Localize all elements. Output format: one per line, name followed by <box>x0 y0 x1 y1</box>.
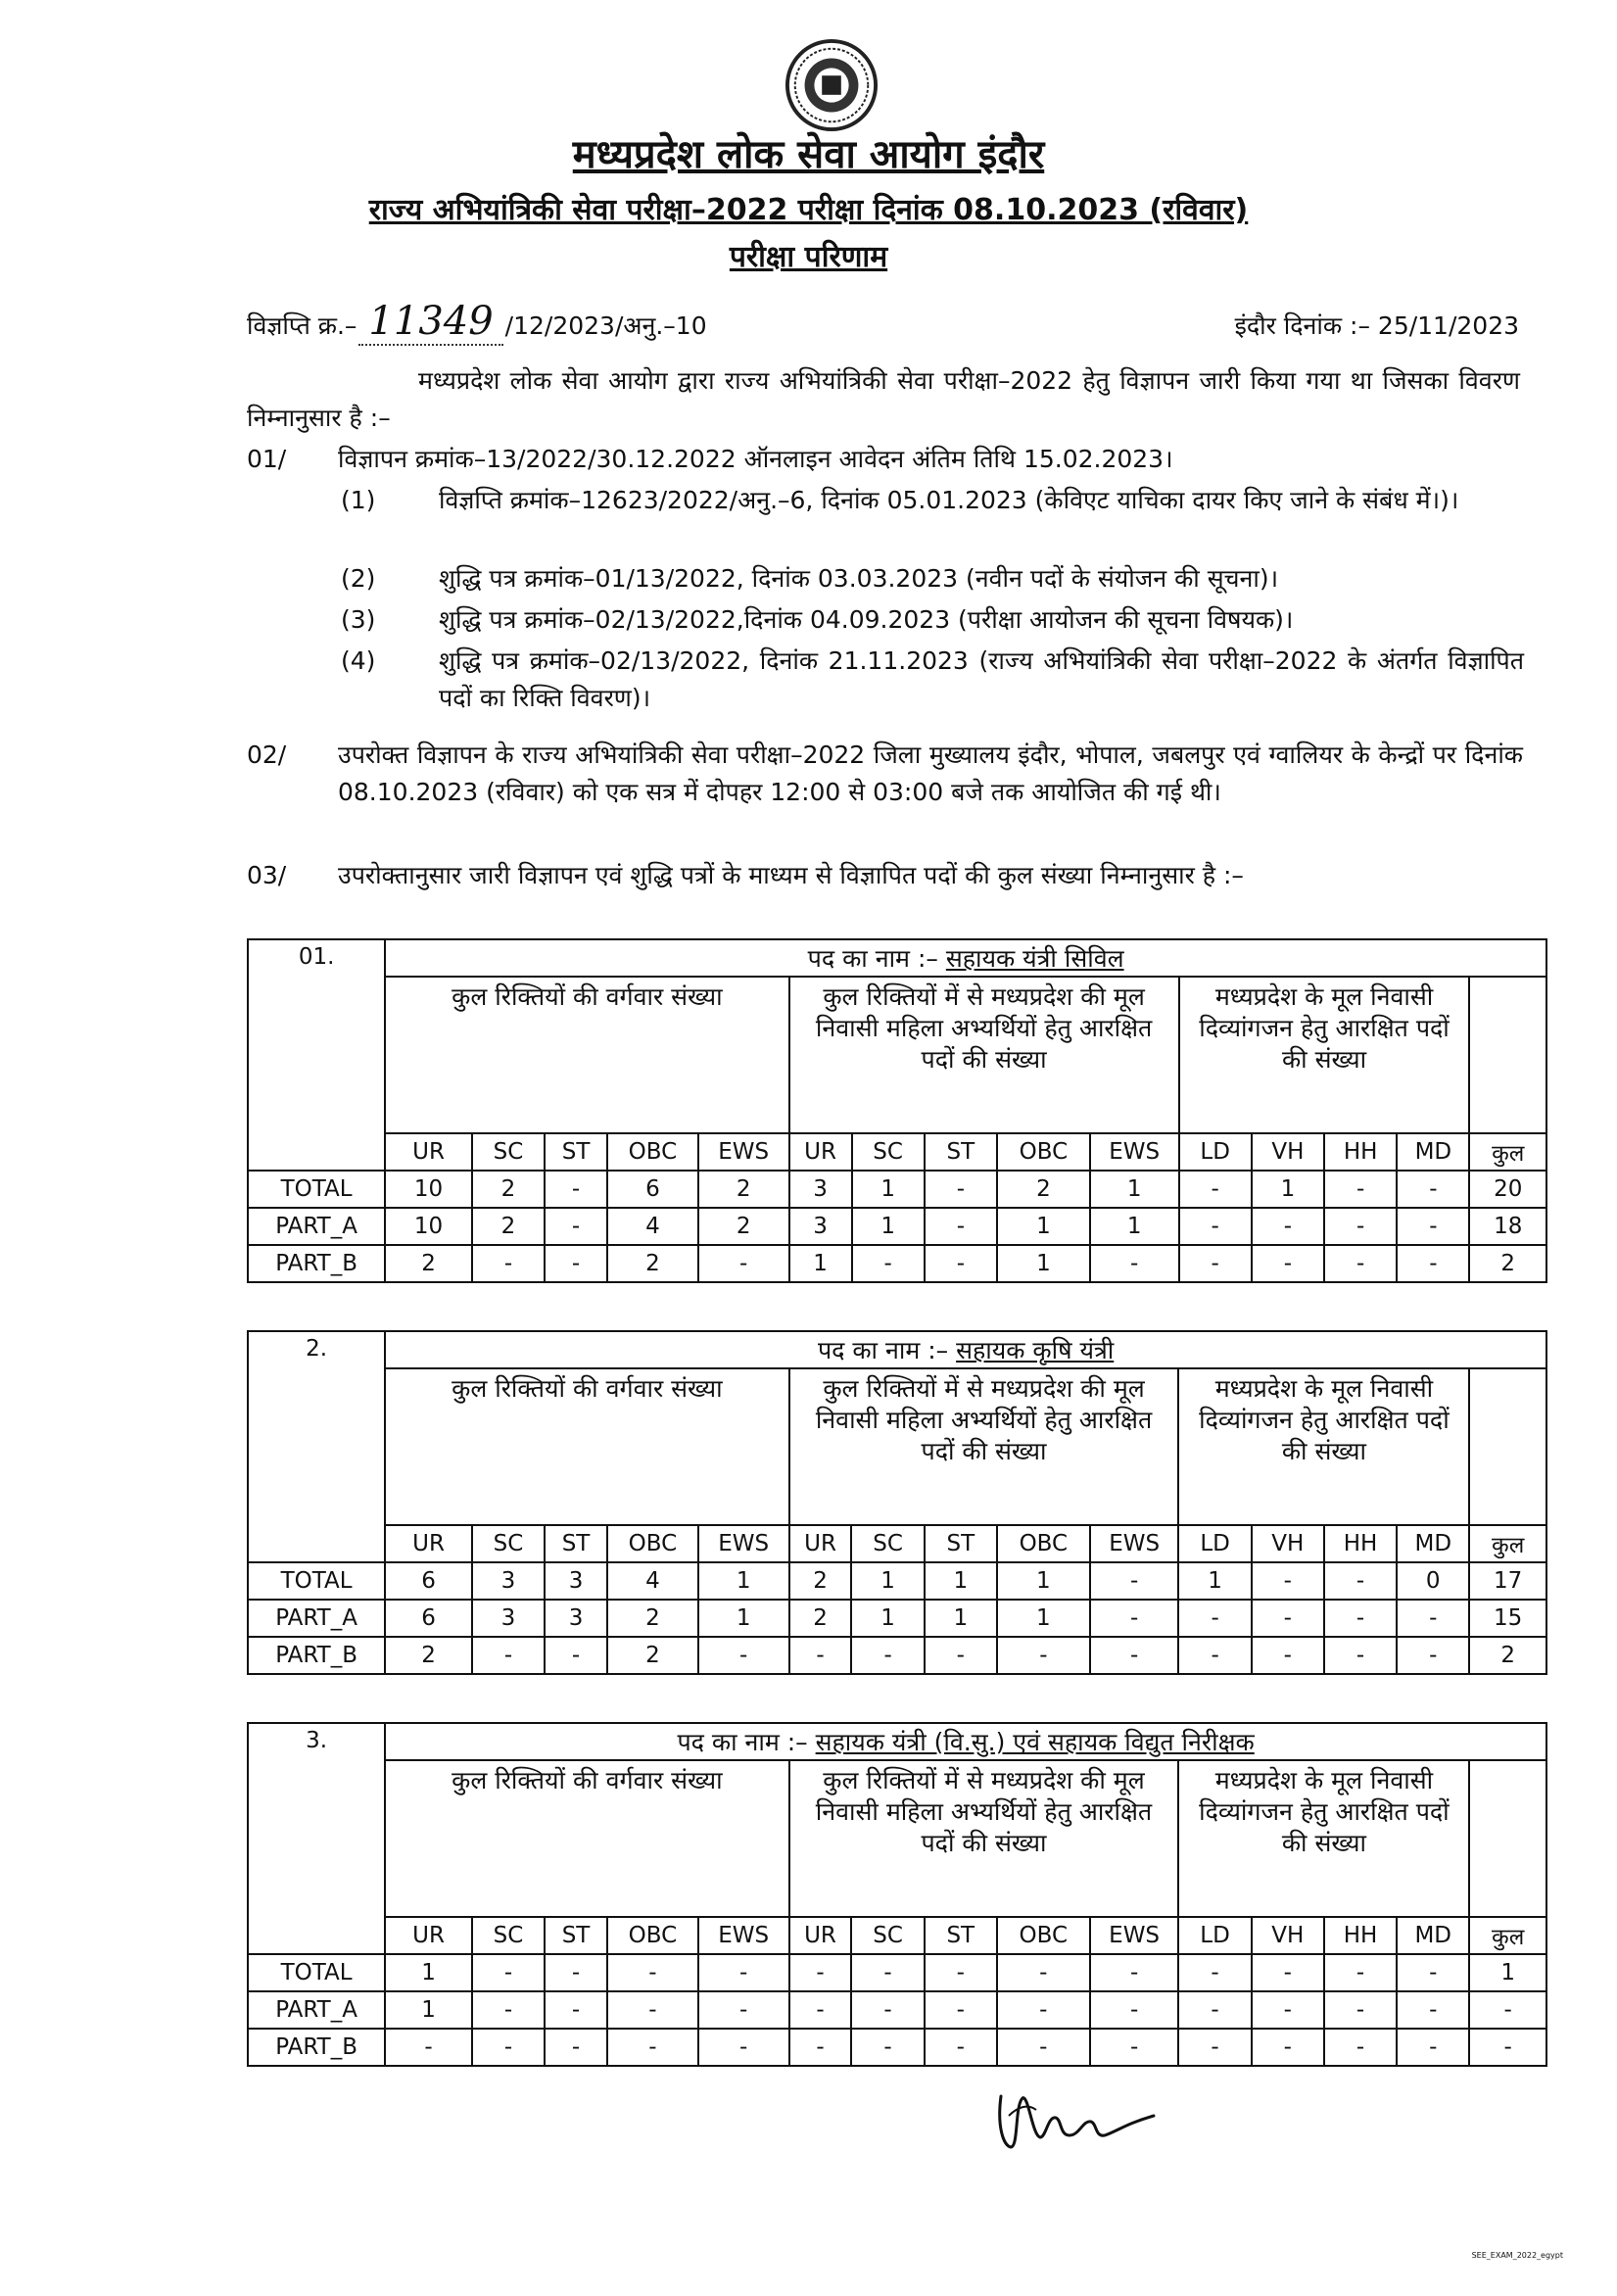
table-cell: - <box>1397 1208 1469 1245</box>
disabled-reserved-header: मध्यप्रदेश के मूल निवासी दिव्यांगजन हेतु आरक्षित पदों की संख्या <box>1178 1368 1469 1525</box>
col-header: कुल <box>1469 1525 1546 1562</box>
sub-item-2-label: (2) <box>341 564 376 593</box>
vacancy-table-1 <box>247 938 1547 1283</box>
table-cell: - <box>789 2029 852 2066</box>
col-header: MD <box>1397 1525 1469 1562</box>
disabled-reserved-header: मध्यप्रदेश के मूल निवासी दिव्यांगजन हेतु आरक्षित पदों की संख्या <box>1179 977 1470 1133</box>
table-cell: - <box>789 1637 852 1674</box>
table-cell: 2 <box>607 1600 698 1637</box>
table-cell: 2 <box>385 1245 472 1282</box>
mppsc-emblem-icon <box>784 37 880 133</box>
table-cell: - <box>545 1637 607 1674</box>
table-cell: 1 <box>1090 1208 1179 1245</box>
result-title: परीक्षा परिणाम <box>729 240 888 274</box>
col-header: SC <box>852 1133 925 1171</box>
column-header-row <box>248 1525 1546 1562</box>
table-row <box>248 1991 1546 2029</box>
vacancy-table-2 <box>247 1330 1547 1675</box>
table-cell: - <box>472 1954 545 1991</box>
table-cell: 1 <box>851 1562 924 1600</box>
row-label: PART_B <box>248 2029 385 2066</box>
table-cell: - <box>1397 1600 1469 1637</box>
post-prefix: पद का नाम :– <box>807 944 938 973</box>
table-cell: - <box>1252 2029 1324 2066</box>
row-label: TOTAL <box>248 1171 385 1208</box>
col-header: SC <box>851 1525 924 1562</box>
table-cell: - <box>1090 2029 1179 2066</box>
col-header: HH <box>1324 1525 1397 1562</box>
table-cell: - <box>1090 1637 1179 1674</box>
col-header: VH <box>1252 1525 1324 1562</box>
category-group-header: कुल रिक्तियों की वर्गवार संख्या <box>385 1368 788 1525</box>
table-cell: - <box>1324 1637 1397 1674</box>
women-reserved-header: कुल रिक्तियों में से मध्यप्रदेश की मूल निवासी महिला अभ्यर्थियों हेतु आरक्षित पदों की संख्या <box>789 1760 1179 1917</box>
table-cell: 1 <box>997 1562 1090 1600</box>
table-cell: - <box>1324 1954 1397 1991</box>
table-row <box>248 1208 1546 1245</box>
table-cell: 2 <box>1469 1637 1546 1674</box>
point-1-text: विज्ञापन क्रमांक–13/2022/30.12.2022 ऑनलाइन आवेदन अंतिम तिथि 15.02.2023। <box>338 445 1173 473</box>
table-cell: 1 <box>385 1991 472 2029</box>
table-cell: - <box>1252 1954 1324 1991</box>
table-cell: 2 <box>472 1171 545 1208</box>
table-cell: - <box>1252 1600 1324 1637</box>
table-cell: 1 <box>997 1208 1090 1245</box>
table-cell: - <box>1090 1600 1179 1637</box>
table-cell: - <box>925 1171 997 1208</box>
table-cell: - <box>925 1954 997 1991</box>
row-label: PART_A <box>248 1208 385 1245</box>
vacancy-table-3 <box>247 1722 1547 2067</box>
post-prefix: पद का नाम :– <box>677 1728 808 1756</box>
table-cell: 2 <box>997 1171 1090 1208</box>
table-cell: - <box>607 2029 698 2066</box>
table-cell: - <box>545 2029 607 2066</box>
row-label: TOTAL <box>248 1562 385 1600</box>
table-cell: 2 <box>607 1245 698 1282</box>
table-cell: 2 <box>1469 1245 1546 1282</box>
table-cell: - <box>852 1245 925 1282</box>
table-cell: - <box>1178 1637 1251 1674</box>
col-header: VH <box>1252 1133 1324 1171</box>
notice-number-line <box>247 299 707 344</box>
col-header: EWS <box>1090 1133 1179 1171</box>
col-header: UR <box>789 1917 852 1954</box>
col-header: VH <box>1252 1917 1324 1954</box>
table-cell: 20 <box>1469 1171 1546 1208</box>
table-cell: 4 <box>607 1208 698 1245</box>
table-cell: 1 <box>698 1600 789 1637</box>
point-2-label: 02/ <box>247 741 287 769</box>
table-cell: - <box>698 1954 789 1991</box>
table-cell: - <box>1397 2029 1469 2066</box>
blank-header <box>1469 1760 1546 1917</box>
table-cell: - <box>607 1991 698 2029</box>
table-cell: 2 <box>472 1208 545 1245</box>
table-cell: - <box>1179 1245 1252 1282</box>
col-header: OBC <box>607 1917 698 1954</box>
table-cell: - <box>1178 2029 1251 2066</box>
row-label: PART_A <box>248 1991 385 2029</box>
table-cell: 3 <box>545 1562 607 1600</box>
table-cell: 6 <box>385 1562 472 1600</box>
table-cell: - <box>1324 1562 1397 1600</box>
table-cell: 2 <box>789 1600 852 1637</box>
point-3-text: उपरोक्तानुसार जारी विज्ञापन एवं शुद्धि पत्रों के माध्यम से विज्ञापित पदों की कुल संख्या निम्नानुसार है :– <box>338 861 1244 889</box>
table-cell: 10 <box>385 1171 472 1208</box>
table-cell: 1 <box>1469 1954 1546 1991</box>
table-cell: - <box>545 1171 607 1208</box>
table-cell: - <box>1397 1637 1469 1674</box>
table-cell: - <box>472 1245 545 1282</box>
table-cell: - <box>1469 2029 1546 2066</box>
post-name-row <box>385 939 1546 977</box>
col-header: OBC <box>997 1133 1090 1171</box>
col-header: OBC <box>607 1525 698 1562</box>
col-header: SC <box>472 1917 545 1954</box>
footer-code: SEE_EXAM_2022_egypt <box>1471 2251 1563 2260</box>
notice-date: इंदौर दिनांक :– 25/11/2023 <box>1234 311 1519 340</box>
col-header: कुल <box>1469 1917 1546 1954</box>
col-header: EWS <box>1090 1917 1179 1954</box>
row-label: PART_B <box>248 1245 385 1282</box>
col-header: HH <box>1324 1133 1397 1171</box>
table-cell: - <box>851 1637 924 1674</box>
table-cell: - <box>1252 1991 1324 2029</box>
post-name: सहायक कृषि यंत्री <box>956 1336 1115 1364</box>
table-cell: - <box>1178 1991 1251 2029</box>
col-header: EWS <box>698 1917 789 1954</box>
col-header: EWS <box>698 1525 789 1562</box>
post-name-row <box>385 1331 1546 1368</box>
table-cell: - <box>472 1637 545 1674</box>
table-cell: 3 <box>789 1208 852 1245</box>
col-header: ST <box>545 1133 607 1171</box>
col-header: SC <box>851 1917 924 1954</box>
table-row <box>248 1562 1546 1600</box>
table-cell: - <box>545 1208 607 1245</box>
col-header: SC <box>472 1133 545 1171</box>
table-cell: 1 <box>997 1600 1090 1637</box>
table-cell: - <box>385 2029 472 2066</box>
table-row <box>248 1954 1546 1991</box>
table-cell: 6 <box>385 1600 472 1637</box>
sub-item-4-label: (4) <box>341 646 376 675</box>
col-header: EWS <box>1090 1525 1179 1562</box>
point-1-label: 01/ <box>247 445 287 473</box>
table-cell: - <box>789 1954 852 1991</box>
col-header: EWS <box>698 1133 789 1171</box>
table-cell: - <box>1252 1245 1324 1282</box>
table-cell: 2 <box>698 1208 789 1245</box>
col-header: LD <box>1178 1917 1251 1954</box>
table-cell: 1 <box>698 1562 789 1600</box>
table-cell: 3 <box>472 1600 545 1637</box>
table-cell: - <box>1469 1991 1546 2029</box>
table-cell: - <box>997 1954 1090 1991</box>
col-header: HH <box>1324 1917 1397 1954</box>
col-header: ST <box>545 1525 607 1562</box>
table-cell: - <box>851 1954 924 1991</box>
table-cell: - <box>925 1208 997 1245</box>
table-cell: - <box>1179 1208 1252 1245</box>
table-cell: - <box>545 1954 607 1991</box>
table-number: 01. <box>248 939 385 1171</box>
col-header: SC <box>472 1525 545 1562</box>
table-cell: 17 <box>1469 1562 1546 1600</box>
table-cell: 1 <box>1178 1562 1251 1600</box>
table-cell: 2 <box>698 1171 789 1208</box>
women-reserved-header: कुल रिक्तियों में से मध्यप्रदेश की मूल निवासी महिला अभ्यर्थियों हेतु आरक्षित पदों की संख्या <box>789 977 1179 1133</box>
category-group-header: कुल रिक्तियों की वर्गवार संख्या <box>385 1760 788 1917</box>
table-cell: 4 <box>607 1562 698 1600</box>
table-cell: - <box>1397 1245 1469 1282</box>
post-name: सहायक यंत्री (वि.सु.) एवं सहायक विद्युत निरीक्षक <box>815 1728 1255 1756</box>
col-header: कुल <box>1469 1133 1546 1171</box>
table-cell: - <box>1324 1991 1397 2029</box>
table-cell: 1 <box>789 1245 852 1282</box>
table-cell: - <box>1397 1171 1469 1208</box>
table-row <box>248 1600 1546 1637</box>
table-cell: - <box>1252 1637 1324 1674</box>
post-prefix: पद का नाम :– <box>817 1336 949 1364</box>
post-name: सहायक यंत्री सिविल <box>945 944 1124 973</box>
col-header: ST <box>925 1917 997 1954</box>
col-header: ST <box>545 1917 607 1954</box>
table-cell: - <box>1324 1171 1397 1208</box>
table-cell: 1 <box>851 1600 924 1637</box>
col-header: OBC <box>997 1917 1090 1954</box>
table-cell: - <box>789 1991 852 2029</box>
sub-item-2-text: शुद्धि पत्र क्रमांक–01/13/2022, दिनांक 03.03.2023 (नवीन पदों के संयोजन की सूचना)। <box>439 564 1279 593</box>
col-header: UR <box>789 1525 852 1562</box>
table-cell: - <box>1397 1954 1469 1991</box>
table-cell: - <box>545 1245 607 1282</box>
col-header: UR <box>385 1525 472 1562</box>
notice-number: 11349 <box>358 299 502 346</box>
table-cell: - <box>545 1991 607 2029</box>
women-reserved-header: कुल रिक्तियों में से मध्यप्रदेश की मूल निवासी महिला अभ्यर्थियों हेतु आरक्षित पदों की संख्या <box>789 1368 1179 1525</box>
table-cell: 1 <box>997 1245 1090 1282</box>
table-cell: 1 <box>1252 1171 1324 1208</box>
table-row <box>248 1171 1546 1208</box>
col-header: OBC <box>997 1525 1090 1562</box>
table-cell: 1 <box>925 1600 997 1637</box>
table-cell: - <box>925 1245 997 1282</box>
table-cell: 3 <box>472 1562 545 1600</box>
table-cell: 2 <box>385 1637 472 1674</box>
table-cell: 2 <box>789 1562 852 1600</box>
table-cell: - <box>1324 2029 1397 2066</box>
intro-paragraph: मध्यप्रदेश लोक सेवा आयोग द्वारा राज्य अभियांत्रिकी सेवा परीक्षा–2022 हेतु विज्ञापन जारी किया गया था जिसका विवरण निम्नानुसार है :– <box>247 366 1520 432</box>
table-cell: 1 <box>852 1208 925 1245</box>
disabled-reserved-header: मध्यप्रदेश के मूल निवासी दिव्यांगजन हेतु आरक्षित पदों की संख्या <box>1178 1760 1469 1917</box>
table-cell: - <box>1178 1954 1251 1991</box>
col-header: ST <box>925 1133 997 1171</box>
sub-item-3-text: शुद्धि पत्र क्रमांक–02/13/2022,दिनांक 04.09.2023 (परीक्षा आयोजन की सूचना विषयक)। <box>439 605 1294 634</box>
table-cell: - <box>698 1991 789 2029</box>
table-cell: 3 <box>545 1600 607 1637</box>
sub-item-4-text: शुद्धि पत्र क्रमांक–02/13/2022, दिनांक 21.11.2023 (राज्य अभियांत्रिकी सेवा परीक्षा–2022 के अंतर्गत विज्ञापित पदों का रिक्ति विवरण)। <box>439 646 1524 712</box>
table-number: 3. <box>248 1723 385 1954</box>
table-cell: - <box>698 2029 789 2066</box>
col-header: UR <box>385 1917 472 1954</box>
table-cell: - <box>607 1954 698 1991</box>
table-cell: - <box>1090 1991 1179 2029</box>
table-cell: - <box>851 2029 924 2066</box>
table-row <box>248 2029 1546 2066</box>
point-2-text: उपरोक्त विज्ञापन के राज्य अभियांत्रिकी सेवा परीक्षा–2022 जिला मुख्यालय इंदौर, भोपाल, जबलपुर एवं ग्वालियर के केन्द्रों पर दिनांक 08.10.2023 (रविवार) को एक सत्र में दोपहर 12:00 से 03:00 बजे तक आयोजित की गई थी। <box>338 741 1523 806</box>
table-cell: 10 <box>385 1208 472 1245</box>
table-cell: - <box>1324 1600 1397 1637</box>
table-cell: - <box>1252 1208 1324 1245</box>
table-cell: - <box>1324 1208 1397 1245</box>
table-cell: 1 <box>852 1171 925 1208</box>
sub-item-3-label: (3) <box>341 605 376 634</box>
table-cell: - <box>925 2029 997 2066</box>
row-label: TOTAL <box>248 1954 385 1991</box>
category-group-header: कुल रिक्तियों की वर्गवार संख्या <box>385 977 788 1133</box>
table-cell: - <box>1179 1171 1252 1208</box>
table-cell: - <box>997 1991 1090 2029</box>
table-cell: - <box>1252 1562 1324 1600</box>
col-header: MD <box>1397 1917 1469 1954</box>
col-header: UR <box>385 1133 472 1171</box>
table-number: 2. <box>248 1331 385 1562</box>
table-cell: - <box>1090 1954 1179 1991</box>
col-header: UR <box>789 1133 852 1171</box>
col-header: OBC <box>607 1133 698 1171</box>
column-header-row <box>248 1133 1546 1171</box>
table-cell: - <box>698 1637 789 1674</box>
table-cell: - <box>925 1637 997 1674</box>
notice-suffix: /12/2023/अनु.–10 <box>504 311 707 340</box>
col-header: LD <box>1179 1133 1252 1171</box>
table-cell: 6 <box>607 1171 698 1208</box>
table-cell: 1 <box>385 1954 472 1991</box>
table-cell: 3 <box>789 1171 852 1208</box>
table-cell: - <box>997 2029 1090 2066</box>
table-cell: 1 <box>1090 1171 1179 1208</box>
sub-item-1-label: (1) <box>341 486 376 514</box>
table-cell: - <box>851 1991 924 2029</box>
row-label: PART_A <box>248 1600 385 1637</box>
col-header: ST <box>925 1525 997 1562</box>
table-cell: 18 <box>1469 1208 1546 1245</box>
handwritten-signature-icon <box>989 2077 1165 2155</box>
post-name-row <box>385 1723 1546 1760</box>
table-row <box>248 1637 1546 1674</box>
point-3-label: 03/ <box>247 861 287 889</box>
table-cell: - <box>472 1991 545 2029</box>
table-cell: - <box>1178 1600 1251 1637</box>
table-cell: - <box>1324 1245 1397 1282</box>
table-row <box>248 1245 1546 1282</box>
table-cell: - <box>925 1991 997 2029</box>
blank-header <box>1469 977 1546 1133</box>
column-header-row <box>248 1917 1546 1954</box>
row-label: PART_B <box>248 1637 385 1674</box>
org-title: मध्यप्रदेश लोक सेवा आयोग इंदौर <box>572 132 1045 177</box>
table-cell: - <box>1397 1991 1469 2029</box>
exam-title: राज्य अभियांत्रिकी सेवा परीक्षा–2022 परीक्षा दिनांक 08.10.2023 (रविवार) <box>368 193 1249 227</box>
blank-header <box>1469 1368 1546 1525</box>
col-header: LD <box>1178 1525 1251 1562</box>
table-cell: - <box>1090 1562 1179 1600</box>
notice-prefix: विज्ञप्ति क्र.– <box>247 311 357 340</box>
table-cell: - <box>997 1637 1090 1674</box>
table-cell: - <box>698 1245 789 1282</box>
col-header: MD <box>1397 1133 1469 1171</box>
sub-item-1-text: विज्ञप्ति क्रमांक–12623/2022/अनु.–6, दिनांक 05.01.2023 (केविएट याचिका दायर किए जाने के संबंध में।)। <box>439 486 1459 514</box>
table-cell: 0 <box>1397 1562 1469 1600</box>
table-cell: 2 <box>607 1637 698 1674</box>
table-cell: 1 <box>925 1562 997 1600</box>
table-cell: 15 <box>1469 1600 1546 1637</box>
table-cell: - <box>1090 1245 1179 1282</box>
table-cell: - <box>472 2029 545 2066</box>
